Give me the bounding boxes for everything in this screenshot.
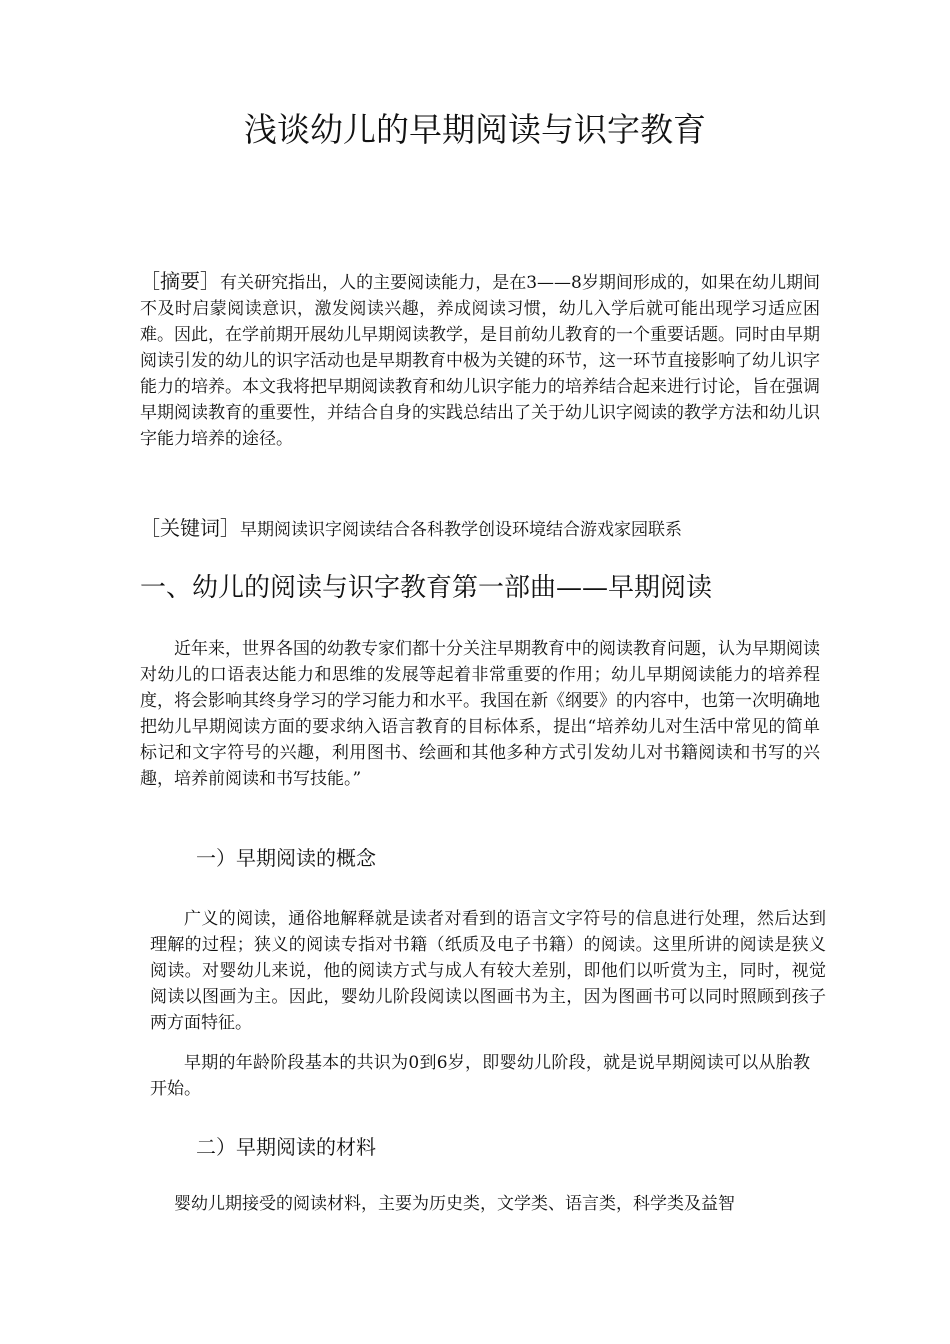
- abstract-paragraph: [140, 268, 820, 452]
- subsection-1-paragraph-1: 广义的阅读，通俗地解释就是读者对看到的语言文字符号的信息进行处理，然后达到理解的过程；狭义的阅读专指对书籍（纸质及电子书籍）的阅读。这里所讲的阅读是狭义阅读。对婴幼儿来说，他的阅读方式与成人有较大差别，即他们以听赏为主，同时，视觉阅读以图画为主。因此，婴幼儿阶段阅读以图画书为主，因为图画书可以同时照顾到孩子两方面特征。: [150, 909, 826, 1033]
- subsection-2-paragraph-1: 婴幼儿期接受的阅读材料，主要为历史类，文学类、语言类，科学类及益智: [174, 1194, 735, 1214]
- section-1-paragraph: 近年来，世界各国的幼教专家们都十分关注早期教育中的阅读教育问题，认为早期阅读对幼儿的口语表达能力和思维的发展等起着非常重要的作用；幼儿早期阅读能力的培养程度，将会影响其终身学习的学习能力和水平。我国在新《纲要》的内容中，也第一次明确地把幼儿早期阅读方面的要求纳入语言教育的目标体系，提出“培养幼儿对生活中常见的简单标记和文字符号的兴趣，利用图书、绘画和其他多种方式引发幼儿对书籍阅读和书写的兴趣，培养前阅读和书写技能。”: [140, 639, 820, 789]
- subsection-2-heading: 二）早期阅读的材料: [196, 1135, 376, 1159]
- keywords-label: ［关键词］: [140, 516, 240, 540]
- abstract-label: ［摘要］: [140, 269, 221, 293]
- subsection-1-heading: 一）早期阅读的概念: [196, 846, 376, 870]
- abstract-text: 有关研究指出，人的主要阅读能力，是在3——8岁期间形成的，如果在幼儿期间不及时启蒙阅读意识，激发阅读兴趣，养成阅读习惯，幼儿入学后就可能出现学习适应困难。因此，在学前期开展幼儿早期阅读教学，是目前幼儿教育的一个重要话题。同时由早期阅读引发的幼儿的识字活动也是早期教育中极为关键的环节，这一环节直接影响了幼儿识字能力的培养。本文我将把早期阅读教育和幼儿识字能力的培养结合起来进行讨论，旨在强调早期阅读教育的重要性，并结合自身的实践总结出了关于幼儿识字阅读的教学方法和幼儿识字能力培养的途径。: [140, 273, 820, 449]
- subsection-1-paragraph-2: 早期的年龄阶段基本的共识为0到6岁，即婴幼儿阶段，就是说早期阅读可以从胎教开始。: [150, 1053, 810, 1099]
- document-title: 浅谈幼儿的早期阅读与识字教育: [244, 110, 706, 149]
- section-1-heading: 一、幼儿的阅读与识字教育第一部曲——早期阅读: [140, 573, 713, 603]
- keywords-text: 早期阅读识字阅读结合各科教学创设环境结合游戏家园联系: [240, 520, 682, 540]
- keywords-paragraph: [140, 515, 820, 543]
